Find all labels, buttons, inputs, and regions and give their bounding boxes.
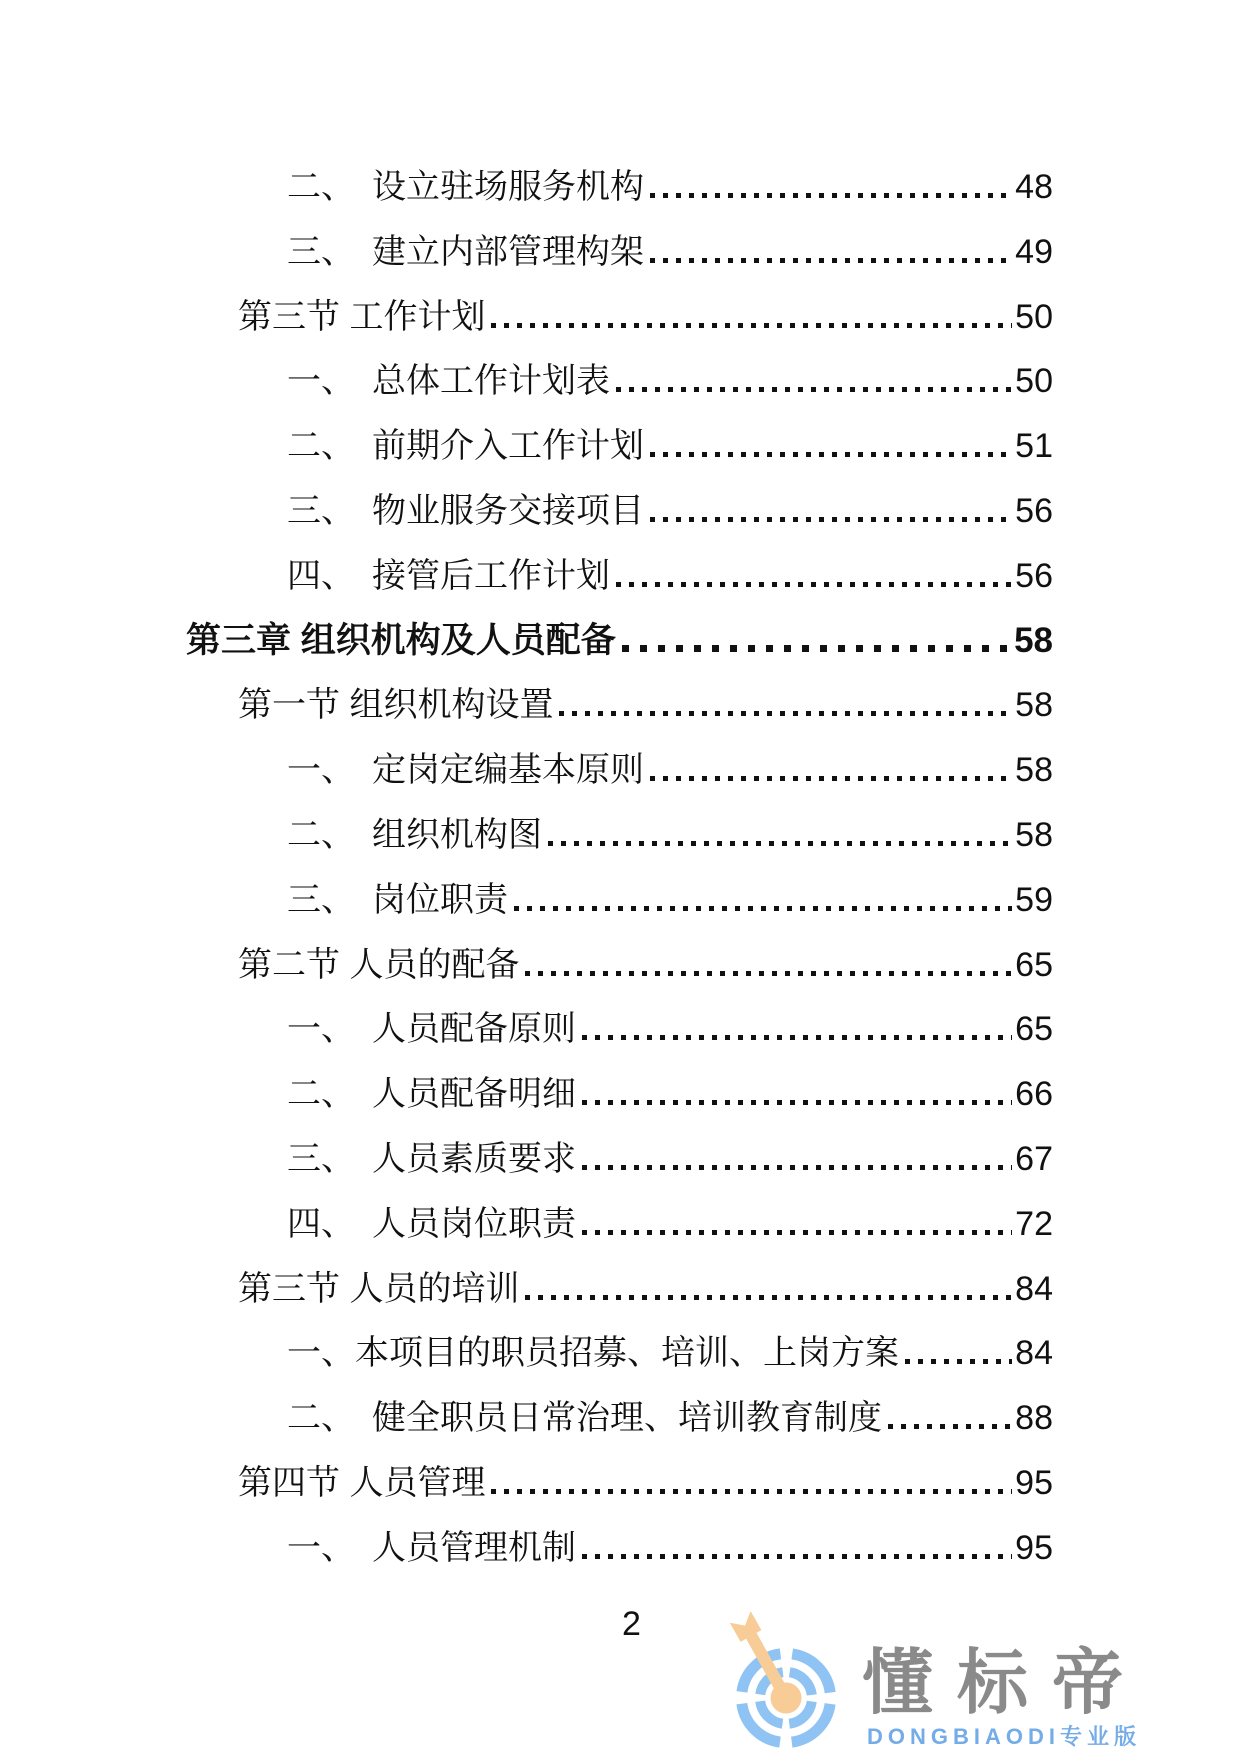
toc-entry[interactable] bbox=[186, 414, 1053, 479]
toc-leader-dots bbox=[514, 906, 1012, 911]
toc-entry[interactable] bbox=[186, 997, 1053, 1062]
toc-leader-dots bbox=[582, 1230, 1012, 1235]
toc-entry-page: 67 bbox=[1015, 1139, 1053, 1178]
toc-entry-page: 51 bbox=[1015, 427, 1053, 466]
toc-leader-dots bbox=[525, 971, 1012, 976]
toc-entry-label: 三、 人员素质要求 bbox=[287, 1139, 576, 1178]
toc-entry[interactable] bbox=[186, 544, 1053, 609]
toc-entry-label: 三、 岗位职责 bbox=[287, 880, 508, 919]
toc-leader-dots bbox=[525, 1295, 1012, 1300]
toc-leader-dots bbox=[888, 1424, 1012, 1429]
toc-entry-page: 95 bbox=[1015, 1528, 1053, 1567]
toc-entry[interactable] bbox=[186, 1192, 1053, 1257]
toc-entry-page: 59 bbox=[1015, 880, 1053, 919]
footer-page-number: 2 bbox=[622, 1605, 641, 1643]
toc-leader-dots bbox=[559, 711, 1012, 716]
toc-entry-label: 一、 人员管理机制 bbox=[287, 1528, 576, 1567]
toc-list bbox=[186, 155, 1053, 1581]
toc-entry-label: 二、 设立驻场服务机构 bbox=[287, 168, 644, 206]
toc-entry[interactable] bbox=[186, 1516, 1053, 1581]
toc-entry-page: 49 bbox=[1015, 232, 1053, 271]
toc-entry[interactable] bbox=[186, 1321, 1053, 1386]
watermark-brand-text: 懂标帝 bbox=[862, 1644, 1148, 1723]
toc-leader-dots bbox=[650, 776, 1012, 781]
toc-entry[interactable] bbox=[186, 479, 1053, 544]
toc-entry-label: 四、 人员岗位职责 bbox=[287, 1204, 576, 1243]
toc-entry-page: 88 bbox=[1015, 1399, 1053, 1438]
toc-entry-page: 84 bbox=[1015, 1269, 1053, 1308]
watermark bbox=[720, 1608, 1241, 1754]
toc-entry-label: 二、 人员配备明细 bbox=[287, 1075, 576, 1114]
toc-entry-label: 一、 人员配备原则 bbox=[287, 1010, 576, 1049]
toc-entry-page: 65 bbox=[1015, 1010, 1053, 1049]
toc-entry-page: 48 bbox=[1015, 168, 1053, 206]
toc-entry[interactable] bbox=[186, 673, 1053, 738]
toc-entry-label: 第一节 组织机构设置 bbox=[238, 686, 554, 725]
toc-entry-page: 58 bbox=[1015, 686, 1053, 725]
toc-entry[interactable] bbox=[186, 1127, 1053, 1192]
toc-leader-dots bbox=[616, 582, 1012, 587]
toc-entry-page: 56 bbox=[1015, 556, 1053, 595]
toc-entry-label: 二、 前期介入工作计划 bbox=[287, 427, 644, 466]
toc-entry-label: 一、本项目的职员招募、培训、上岗方案 bbox=[287, 1334, 899, 1373]
toc-leader-dots bbox=[622, 645, 1011, 652]
toc-entry-page: 50 bbox=[1015, 297, 1053, 336]
toc-entry-page: 95 bbox=[1015, 1463, 1053, 1502]
toc-entry[interactable] bbox=[186, 1386, 1053, 1451]
toc-entry-label: 三、 物业服务交接项目 bbox=[287, 491, 644, 530]
toc-leader-dots bbox=[491, 323, 1012, 328]
toc-entry[interactable] bbox=[186, 868, 1053, 933]
toc-entry-label: 二、 健全职员日常治理、培训教育制度 bbox=[287, 1399, 882, 1438]
toc-entry-label: 一、 定岗定编基本原则 bbox=[287, 751, 644, 790]
toc-leader-dots bbox=[650, 193, 1012, 198]
toc-entry[interactable] bbox=[186, 933, 1053, 998]
toc-entry-label: 第三章 组织机构及人员配备 bbox=[186, 620, 616, 660]
toc-leader-dots bbox=[582, 1035, 1012, 1040]
toc-entry-page: 56 bbox=[1015, 491, 1053, 530]
watermark-subtitle-text: DONGBIAODI专业版 bbox=[867, 1724, 1142, 1749]
toc-leader-dots bbox=[582, 1100, 1012, 1105]
toc-entry[interactable] bbox=[186, 1451, 1053, 1516]
toc-entry[interactable] bbox=[186, 155, 1053, 220]
toc-entry[interactable] bbox=[186, 220, 1053, 285]
toc-leader-dots bbox=[491, 1489, 1012, 1494]
toc-entry[interactable] bbox=[186, 349, 1053, 414]
toc-entry-label: 一、 总体工作计划表 bbox=[287, 362, 610, 401]
toc-entry-page: 50 bbox=[1015, 362, 1053, 401]
toc-entry-label: 第二节 人员的配备 bbox=[238, 945, 520, 984]
bullseye-dart-logo-icon bbox=[725, 1612, 847, 1754]
toc-entry-page: 58 bbox=[1015, 751, 1053, 790]
toc-entry[interactable] bbox=[186, 738, 1053, 803]
toc-entry-page: 65 bbox=[1015, 945, 1053, 984]
toc-leader-dots bbox=[582, 1554, 1012, 1559]
toc-entry[interactable] bbox=[186, 285, 1053, 350]
toc-leader-dots bbox=[650, 258, 1012, 263]
toc-entry-page: 58 bbox=[1015, 815, 1053, 854]
toc-leader-dots bbox=[905, 1359, 1012, 1364]
toc-entry-label: 二、 组织机构图 bbox=[287, 815, 542, 854]
toc-entry-label: 第四节 人员管理 bbox=[238, 1463, 486, 1502]
toc-entry-page: 66 bbox=[1015, 1075, 1053, 1114]
toc-entry-page: 58 bbox=[1014, 620, 1053, 660]
toc-leader-dots bbox=[650, 452, 1012, 457]
toc-entry-label: 三、 建立内部管理构架 bbox=[287, 232, 644, 271]
toc-entry-page: 72 bbox=[1015, 1204, 1053, 1243]
toc-entry-label: 第三节 人员的培训 bbox=[238, 1269, 520, 1308]
toc-entry-label: 第三节 工作计划 bbox=[238, 297, 486, 336]
toc-leader-dots bbox=[650, 517, 1012, 522]
toc-entry[interactable] bbox=[186, 609, 1053, 674]
toc-leader-dots bbox=[582, 1165, 1012, 1170]
toc-entry[interactable] bbox=[186, 803, 1053, 868]
toc-entry-label: 四、 接管后工作计划 bbox=[287, 556, 610, 595]
toc-leader-dots bbox=[548, 841, 1012, 846]
toc-leader-dots bbox=[616, 387, 1012, 392]
toc-entry[interactable] bbox=[186, 1257, 1053, 1322]
toc-entry[interactable] bbox=[186, 1062, 1053, 1127]
toc-entry-page: 84 bbox=[1015, 1334, 1053, 1373]
